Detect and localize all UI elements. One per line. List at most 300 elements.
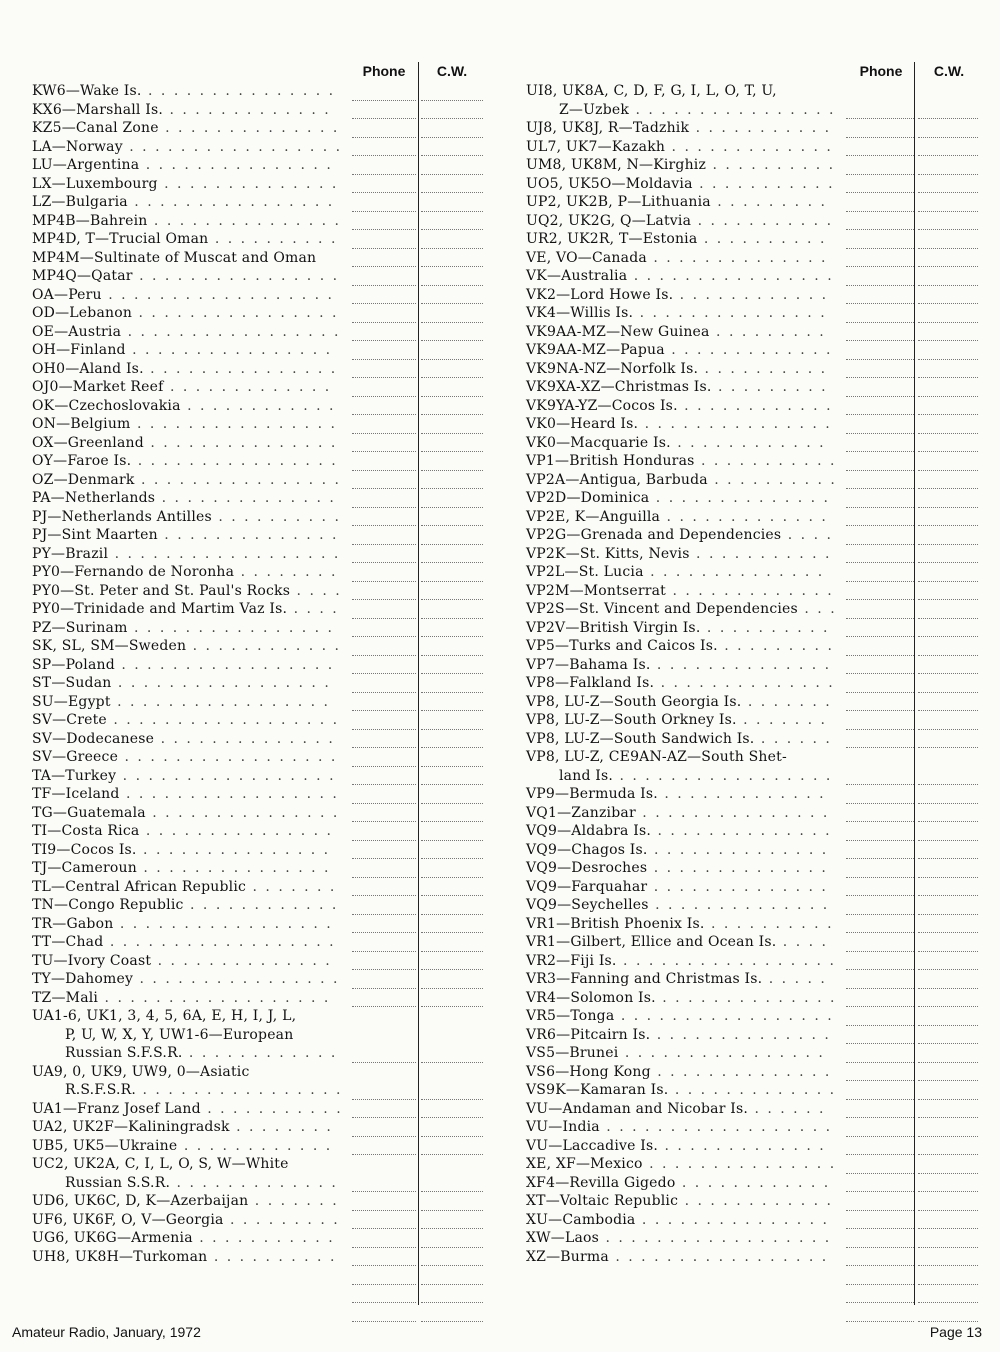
prefix-country-label: XW—Laos bbox=[526, 1230, 600, 1246]
country-entry bbox=[32, 397, 472, 416]
country-entry bbox=[526, 656, 971, 675]
phone-entry-blank bbox=[352, 508, 416, 527]
cw-entry-blank bbox=[421, 1285, 483, 1304]
dot-leader: . . . . . . . . . . . . . . . . bbox=[127, 619, 334, 636]
phone-entry-blank bbox=[846, 637, 914, 656]
prefix-country-label: VU—Laccadive Is. bbox=[526, 1137, 659, 1154]
prefix-country-label: Z—Uzbek bbox=[559, 101, 630, 118]
country-entry bbox=[526, 471, 971, 490]
country-entry bbox=[32, 822, 472, 841]
phone-entry-blank bbox=[352, 323, 416, 342]
dot-leader: . . . . . . . . . . . . bbox=[186, 638, 341, 654]
prefix-country-label: VP8, LU-Z—South Sandwich Is. bbox=[526, 730, 755, 747]
country-entry bbox=[32, 341, 472, 360]
phone-entry-blank bbox=[352, 878, 416, 897]
prefix-country-label: SP—Poland bbox=[32, 656, 115, 673]
country-entry bbox=[526, 267, 971, 286]
dot-leader: . . . . . . . . . . . . . . bbox=[647, 878, 828, 895]
dot-leader: . . . . . . . . . . . . . . . bbox=[139, 823, 333, 839]
prefix-country-label: XF4—Revilla Gigedo bbox=[526, 1174, 676, 1191]
country-entry bbox=[526, 619, 971, 638]
dot-leader: . . . . . . . . . . . . . . . . bbox=[133, 971, 340, 987]
country-entry bbox=[526, 822, 971, 841]
country-entry bbox=[526, 767, 971, 786]
phone-entry-blank bbox=[846, 1248, 914, 1267]
dot-leader: . . . . . . . . . . . . . . bbox=[647, 860, 828, 876]
phone-entry-blank bbox=[352, 545, 416, 564]
phone-entry-blank bbox=[846, 341, 914, 360]
phone-entry-blank bbox=[846, 600, 914, 619]
dot-leader: . . . . bbox=[290, 582, 342, 599]
prefix-country-label: SU—Egypt bbox=[32, 693, 111, 710]
cw-entry-blank bbox=[421, 730, 483, 749]
dot-leader: . . . . . . . . . . . . . . bbox=[157, 175, 339, 192]
phone-entry-blank bbox=[846, 267, 914, 286]
cw-entry-blank bbox=[421, 1044, 483, 1063]
dot-leader: . . . . . . . . . . . . . . . bbox=[143, 360, 338, 377]
country-entry bbox=[32, 767, 472, 786]
prefix-country-label: SV—Dodecanese bbox=[32, 730, 155, 747]
dot-leader: . . . . . . . . . . . . . . . . . . bbox=[98, 989, 331, 1006]
country-entry bbox=[526, 859, 971, 878]
prefix-country-label: UR2, UK2R, T—Estonia bbox=[526, 231, 698, 247]
dot-leader: . . . . . . . . . . . . . . . . bbox=[125, 342, 333, 358]
phone-entry-blank bbox=[352, 952, 416, 971]
country-entry bbox=[32, 859, 472, 878]
prefix-country-label: SV—Crete bbox=[32, 712, 107, 728]
cw-entry-blank bbox=[918, 785, 978, 804]
country-entry bbox=[526, 952, 971, 971]
country-entry bbox=[32, 1248, 472, 1267]
dot-leader: . . . . . . . . . . . . . . . bbox=[136, 860, 331, 876]
country-entry bbox=[526, 397, 971, 416]
dot-leader: . . . . . . . . . . . . . . bbox=[155, 490, 336, 506]
country-entry bbox=[32, 286, 472, 305]
dot-leader: . . . . . . . . . . . . . . . bbox=[635, 804, 830, 821]
phone-header: Phone bbox=[859, 63, 903, 79]
phone-entry-blank bbox=[846, 933, 914, 952]
phone-entry-blank bbox=[846, 1285, 914, 1304]
phone-entry-blank bbox=[352, 82, 416, 101]
cw-entry-blank bbox=[918, 600, 978, 619]
prefix-country-label: VP8—Falkland Is. bbox=[526, 675, 655, 691]
dot-leader: . . . . . . . . . . . bbox=[192, 1230, 335, 1246]
prefix-country-label: TI—Costa Rica bbox=[32, 823, 140, 839]
prefix-country-label: XZ—Burma bbox=[526, 1248, 609, 1265]
phone-entry-blank bbox=[352, 748, 416, 767]
country-entry bbox=[526, 915, 971, 934]
phone-entry-blank bbox=[352, 822, 416, 841]
dot-leader: . . . . . . . . . . . . . bbox=[163, 101, 331, 118]
prefix-country-label: VK9XA-XZ—Christmas Is. bbox=[526, 379, 712, 395]
dot-leader: . . . . . . . . . . . . . . bbox=[649, 490, 830, 506]
dot-leader: . . . . . . . . . . . . . bbox=[170, 1174, 338, 1191]
prefix-country-label: UH8, UK8H—Turkoman bbox=[32, 1248, 208, 1265]
cw-entry-blank bbox=[421, 952, 483, 971]
country-entry bbox=[526, 637, 971, 656]
country-entry bbox=[32, 1063, 472, 1082]
dot-leader: . . . . . . . . . . . . . . . . bbox=[132, 268, 340, 284]
prefix-country-label: VK0—Macquarie Is. bbox=[526, 434, 671, 451]
dot-leader: . . . . . . . . . . . . bbox=[677, 397, 833, 414]
cw-entry-blank bbox=[421, 1118, 483, 1137]
prefix-country-label: VP2G—Grenada and Dependencies bbox=[526, 527, 782, 543]
dot-leader: . . . . . . . . . . . . bbox=[678, 1193, 833, 1209]
dot-leader: . . . . . . . . . . bbox=[211, 508, 341, 525]
prefix-country-label: VP8, LU-Z—South Georgia Is. bbox=[526, 693, 742, 710]
phone-entry-blank bbox=[846, 656, 914, 675]
dot-leader: . . . . . . . . . . bbox=[707, 471, 837, 488]
country-entry bbox=[32, 563, 472, 582]
phone-entry-blank bbox=[846, 563, 914, 582]
cw-entry-blank bbox=[918, 1248, 978, 1267]
prefix-country-label: OH0—Aland Is. bbox=[32, 360, 144, 377]
phone-entry-blank bbox=[846, 711, 914, 730]
prefix-country-label: OX—Greenland bbox=[32, 434, 144, 451]
phone-entry-blank bbox=[846, 1044, 914, 1063]
phone-entry-blank bbox=[352, 452, 416, 471]
dot-leader: . . . . . . . . . . . . . . . bbox=[143, 434, 338, 451]
cw-entry-blank bbox=[918, 822, 978, 841]
phone-entry-blank bbox=[846, 1155, 914, 1174]
cw-entry-blank bbox=[421, 193, 483, 212]
prefix-country-label: VR6—Pitcairn Is. bbox=[526, 1026, 651, 1043]
cw-entry-blank bbox=[918, 452, 978, 471]
cw-entry-blank bbox=[421, 452, 483, 471]
phone-entry-blank bbox=[846, 1007, 914, 1026]
cw-entry-blank bbox=[918, 1100, 978, 1119]
phone-entry-blank bbox=[846, 915, 914, 934]
prefix-country-label: SK, SL, SM—Sweden bbox=[32, 638, 187, 654]
country-entry bbox=[526, 711, 971, 730]
country-entry bbox=[32, 452, 472, 471]
prefix-country-label: VR4—Solomon Is. bbox=[526, 989, 656, 1006]
cw-entry-blank bbox=[421, 397, 483, 416]
dot-leader: . . . . . . . . . . . . . . . . . bbox=[616, 952, 836, 969]
phone-entry-blank bbox=[846, 249, 914, 268]
country-entry bbox=[526, 508, 971, 527]
country-entry bbox=[32, 489, 472, 508]
prefix-country-label: LZ—Bulgaria bbox=[32, 194, 128, 210]
cw-entry-blank bbox=[421, 212, 483, 231]
phone-entry-blank bbox=[352, 1044, 416, 1063]
dot-leader: . . . . . . . . . bbox=[711, 379, 828, 395]
publication-footer: Amateur Radio, January, 1972 bbox=[12, 1324, 201, 1340]
country-entry bbox=[32, 878, 472, 897]
country-entry bbox=[526, 193, 971, 212]
cw-entry-blank bbox=[918, 230, 978, 249]
phone-entry-blank bbox=[846, 1100, 914, 1119]
phone-entry-blank bbox=[846, 841, 914, 860]
prefix-country-label: P, U, W, X, Y, UW1-6—European bbox=[65, 1026, 294, 1043]
cw-entry-blank bbox=[918, 471, 978, 490]
cw-entry-blank bbox=[421, 933, 483, 952]
phone-entry-blank bbox=[846, 119, 914, 138]
country-entry bbox=[526, 878, 971, 897]
country-entry bbox=[32, 970, 472, 989]
phone-entry-blank bbox=[352, 1229, 416, 1248]
prefix-country-label: MP4Q—Qatar bbox=[32, 268, 133, 284]
cw-entry-blank bbox=[421, 304, 483, 323]
cw-entry-blank bbox=[918, 526, 978, 545]
prefix-country-label: OH—Finland bbox=[32, 342, 126, 358]
phone-entry-blank bbox=[352, 1118, 416, 1137]
dot-leader: . . . . . . . . . . . . . . . . . bbox=[122, 138, 343, 155]
phone-entry-blank bbox=[846, 1266, 914, 1285]
country-entry bbox=[32, 989, 472, 1008]
prefix-country-label: VS9K—Kamaran Is. bbox=[526, 1082, 669, 1098]
cw-entry-blank bbox=[918, 933, 978, 952]
dot-leader: . . . . . . . . . . . . . . bbox=[151, 952, 332, 969]
phone-entry-blank bbox=[846, 1137, 914, 1156]
dot-leader: . . . . . . . . . . . . . . . . bbox=[627, 268, 834, 284]
country-entry bbox=[32, 748, 472, 767]
prefix-country-label: TT—Chad bbox=[32, 934, 104, 950]
prefix-country-label: ST—Sudan bbox=[32, 675, 112, 691]
dot-leader: . . . . . . . . . . . . . . bbox=[647, 841, 829, 858]
phone-entry-blank bbox=[352, 341, 416, 360]
prefix-country-label: Russian S.F.S.R. bbox=[65, 1045, 183, 1061]
prefix-country-label: KX6—Marshall Is. bbox=[32, 101, 164, 118]
prefix-country-label: UF6, UK6F, O, V—Georgia bbox=[32, 1211, 224, 1228]
cw-entry-blank bbox=[918, 341, 978, 360]
country-entry bbox=[32, 915, 472, 934]
cw-entry-blank bbox=[421, 693, 483, 712]
prefix-country-label: VP7—Bahama Is. bbox=[526, 656, 651, 673]
prefix-country-label: MP4M—Sultinate of Muscat and Oman bbox=[32, 249, 317, 266]
cw-entry-blank bbox=[918, 656, 978, 675]
cw-entry-blank bbox=[918, 138, 978, 157]
phone-entry-blank bbox=[352, 804, 416, 823]
country-entry bbox=[32, 415, 472, 434]
phone-entry-blank bbox=[352, 267, 416, 286]
dot-leader: . . . . . . . bbox=[246, 878, 337, 895]
country-entry bbox=[32, 82, 472, 101]
prefix-country-label: UP2, UK2B, P—Lithuania bbox=[526, 194, 711, 210]
country-entry bbox=[526, 119, 971, 138]
prefix-country-label: UD6, UK6C, D, K—Azerbaijan bbox=[32, 1193, 249, 1209]
cw-entry-blank bbox=[918, 1081, 978, 1100]
phone-entry-blank bbox=[352, 434, 416, 453]
phone-entry-blank bbox=[846, 1192, 914, 1211]
country-entry bbox=[32, 1026, 472, 1045]
dot-leader: . . . . . . . . . . . . . . . bbox=[139, 157, 333, 173]
cw-entry-blank bbox=[918, 415, 978, 434]
cw-entry-blank bbox=[421, 156, 483, 175]
country-entry bbox=[32, 1266, 472, 1285]
dot-leader: . . . . . . . . . . . . bbox=[673, 286, 829, 303]
country-entry bbox=[32, 804, 472, 823]
prefix-country-label: UA1—Franz Josef Land bbox=[32, 1100, 201, 1117]
country-entry bbox=[32, 230, 472, 249]
dot-leader: . . . . . . . . . . . . . . . . . bbox=[114, 656, 335, 673]
country-entry bbox=[32, 637, 472, 656]
prefix-country-label: VQ9—Aldabra Is. bbox=[526, 823, 652, 839]
country-entry bbox=[526, 1266, 971, 1285]
country-entry bbox=[526, 82, 971, 101]
cw-entry-blank bbox=[918, 249, 978, 268]
cw-entry-blank bbox=[421, 637, 483, 656]
dot-leader: . . . . . . bbox=[754, 730, 832, 747]
cw-entry-blank bbox=[421, 970, 483, 989]
cw-entry-blank bbox=[421, 545, 483, 564]
dot-leader: . . . . . . . . . . . bbox=[692, 175, 835, 192]
phone-entry-blank bbox=[352, 933, 416, 952]
prefix-country-label: XE, XF—Mexico bbox=[526, 1156, 643, 1172]
prefix-country-label: VU—India bbox=[526, 1119, 600, 1135]
dot-leader: . . . . . bbox=[762, 971, 827, 987]
phone-entry-blank bbox=[352, 526, 416, 545]
country-entry bbox=[32, 730, 472, 749]
phone-entry-blank bbox=[846, 1063, 914, 1082]
prefix-country-label: VR3—Fanning and Christmas Is. bbox=[526, 971, 763, 987]
phone-entry-blank bbox=[846, 952, 914, 971]
phone-entry-blank bbox=[352, 193, 416, 212]
country-entry bbox=[32, 1100, 472, 1119]
dot-leader: . . . . . . . . . . . . . . . . . . bbox=[599, 1230, 832, 1246]
dot-leader: . . . . . . . . . bbox=[710, 194, 827, 210]
cw-entry-blank bbox=[421, 896, 483, 915]
prefix-country-label: UQ2, UK2G, Q—Latvia bbox=[526, 212, 692, 229]
country-entry bbox=[32, 1081, 472, 1100]
phone-entry-blank bbox=[352, 785, 416, 804]
cw-entry-blank bbox=[421, 915, 483, 934]
country-entry bbox=[526, 434, 971, 453]
cw-entry-blank bbox=[918, 970, 978, 989]
cw-entry-blank bbox=[421, 711, 483, 730]
prefix-country-label: TL—Central African Republic bbox=[32, 878, 247, 895]
prefix-country-label: VK2—Lord Howe Is. bbox=[526, 286, 674, 303]
cw-entry-blank bbox=[918, 1174, 978, 1193]
prefix-country-label: PY0—St. Peter and St. Paul's Rocks bbox=[32, 582, 291, 599]
prefix-country-label: VK4—Willis Is. bbox=[526, 305, 634, 321]
cw-entry-blank bbox=[918, 841, 978, 860]
prefix-country-label: VK0—Heard Is. bbox=[526, 416, 639, 432]
prefix-country-label: VR2—Fiji Is. bbox=[526, 952, 617, 969]
cw-entry-blank bbox=[421, 138, 483, 157]
dot-leader: . . . . . . . . . . . . . . . . . bbox=[121, 323, 341, 340]
prefix-country-label: UC2, UK2A, C, I, L, O, S, W—White bbox=[32, 1156, 289, 1172]
dot-leader: . . . . . . . . . . . . . . bbox=[654, 675, 835, 691]
country-entry bbox=[526, 323, 971, 342]
phone-entry-blank bbox=[352, 1266, 416, 1285]
country-entry bbox=[526, 230, 971, 249]
country-entry bbox=[526, 748, 971, 767]
phone-entry-blank bbox=[846, 619, 914, 638]
phone-entry-blank bbox=[846, 138, 914, 157]
prefix-country-label: VS5—Brunei bbox=[526, 1045, 619, 1061]
prefix-country-label: XT—Voltaic Republic bbox=[526, 1193, 679, 1209]
phone-entry-blank bbox=[352, 711, 416, 730]
prefix-country-label: VQ9—Seychelles bbox=[526, 897, 649, 913]
country-entry bbox=[526, 674, 971, 693]
prefix-country-label: VE, VO—Canada bbox=[526, 249, 647, 266]
cw-entry-blank bbox=[421, 619, 483, 638]
phone-entry-blank bbox=[352, 1248, 416, 1267]
cw-entry-blank bbox=[918, 304, 978, 323]
cw-entry-blank bbox=[421, 1081, 483, 1100]
dot-leader: . . . . . . . . . . . . . . . . . . bbox=[103, 934, 336, 950]
phone-entry-blank bbox=[846, 286, 914, 305]
dot-leader: . . . . bbox=[287, 601, 339, 617]
phone-entry-blank bbox=[352, 1174, 416, 1193]
dot-leader: . . . . . . . . . . . . . . . . . . bbox=[108, 545, 341, 562]
country-entry bbox=[32, 785, 472, 804]
cw-entry-blank bbox=[421, 526, 483, 545]
cw-entry-blank bbox=[421, 822, 483, 841]
dot-leader: . . . . . . . . . . . . . . bbox=[650, 1026, 831, 1043]
phone-entry-blank bbox=[846, 415, 914, 434]
right-phone-cw-divider bbox=[914, 62, 915, 1305]
phone-entry-blank bbox=[352, 989, 416, 1008]
prefix-country-label: VQ9—Farquahar bbox=[526, 878, 648, 895]
country-entry bbox=[32, 1285, 472, 1304]
country-entry bbox=[526, 249, 971, 268]
dot-leader: . . . . . . bbox=[748, 1100, 826, 1117]
right-column-header bbox=[526, 60, 971, 82]
country-entry bbox=[32, 711, 472, 730]
cw-entry-blank bbox=[421, 119, 483, 138]
prefix-country-label: UI8, UK8A, C, D, F, G, I, L, O, T, U, bbox=[526, 83, 777, 99]
country-entry bbox=[32, 1155, 472, 1174]
dot-leader: . . . . . . . . . . . . . . bbox=[157, 527, 339, 543]
country-entry bbox=[32, 1211, 472, 1230]
prefix-country-label: TJ—Cameroun bbox=[32, 860, 137, 876]
dot-leader: . . . . . . . . . . . . . bbox=[163, 379, 332, 395]
cw-header: C.W. bbox=[933, 63, 965, 79]
cw-entry-blank bbox=[918, 175, 978, 194]
cw-entry-blank bbox=[421, 101, 483, 120]
country-entry bbox=[32, 1044, 472, 1063]
dot-leader: . . . . . . . . . . . . . . . . . bbox=[608, 1248, 829, 1265]
cw-entry-blank bbox=[421, 323, 483, 342]
phone-entry-blank bbox=[846, 212, 914, 231]
prefix-country-label: VP2K—St. Kitts, Nevis bbox=[526, 545, 690, 562]
country-entry bbox=[32, 619, 472, 638]
cw-entry-blank bbox=[421, 582, 483, 601]
dot-leader: . . . . . . . . . . . bbox=[689, 120, 832, 136]
prefix-country-label: VP2V—British Virgin Is. bbox=[526, 619, 701, 636]
prefix-country-label: VR5—Tonga bbox=[526, 1008, 615, 1024]
country-entry bbox=[526, 804, 971, 823]
dot-leader: . . . . . . . . . . . . . . . . bbox=[618, 1045, 825, 1061]
phone-entry-blank bbox=[846, 1118, 914, 1137]
phone-entry-blank bbox=[352, 378, 416, 397]
country-entry bbox=[32, 508, 472, 527]
country-entry bbox=[526, 1137, 971, 1156]
cw-entry-blank bbox=[918, 1155, 978, 1174]
cw-entry-blank bbox=[421, 434, 483, 453]
dot-leader: . . . . . . . . . . . . . . . . . bbox=[113, 915, 333, 932]
country-entry bbox=[526, 489, 971, 508]
dot-leader: . . . . . . . . . . . . . . . . . bbox=[614, 1008, 834, 1024]
phone-entry-blank bbox=[846, 360, 914, 379]
country-entry bbox=[526, 156, 971, 175]
country-entry bbox=[526, 600, 971, 619]
country-entry bbox=[526, 1118, 971, 1137]
phone-entry-blank bbox=[352, 600, 416, 619]
phone-entry-blank bbox=[352, 175, 416, 194]
country-entry bbox=[526, 970, 971, 989]
phone-entry-blank bbox=[352, 915, 416, 934]
prefix-country-label: UL7, UK7—Kazakh bbox=[526, 138, 666, 155]
prefix-country-label: UA9, 0, UK9, UW9, 0—Asiatic bbox=[32, 1063, 250, 1080]
phone-entry-blank bbox=[352, 582, 416, 601]
dot-leader: . . . . . . . . . bbox=[709, 323, 826, 340]
country-entry bbox=[526, 582, 971, 601]
phone-entry-blank bbox=[846, 1174, 914, 1193]
cw-entry-blank bbox=[421, 674, 483, 693]
